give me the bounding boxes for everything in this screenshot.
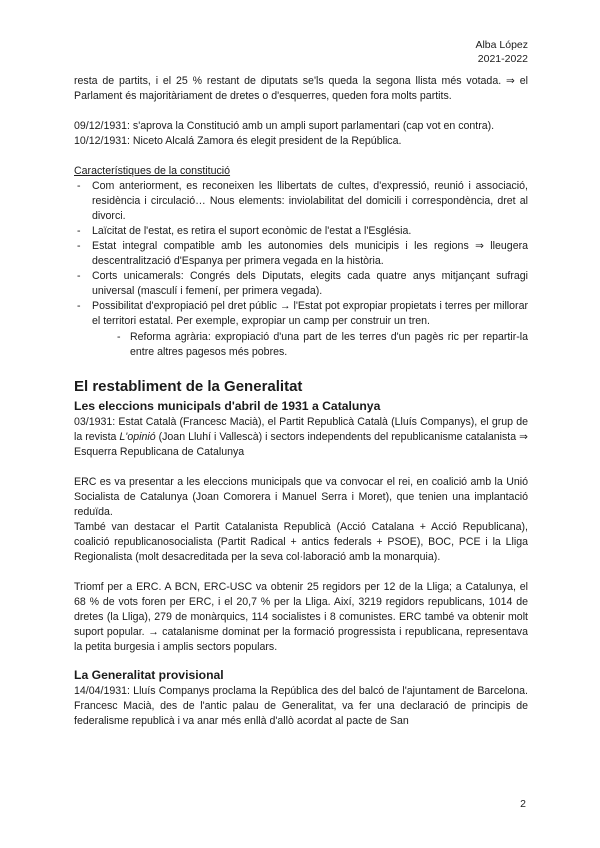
paragraph: resta de partits, i el 25 % restant de diputats se'ls queda la segona llista més votada. ⇒ el Parlament és majoritàriament de dretes o d'esquerres, queden fora molts partits.	[74, 75, 528, 102]
paragraph-text: (Joan Lluhí i Vallescà) i sectors independents del republicanisme catalanista ⇒ Esquerra Republicana de Catalunya	[74, 431, 528, 458]
paragraph: 14/04/1931: Lluís Companys proclama la República des del balcó de l'ajuntament de Barcelona. Francesc Macià, des de l'antic palau de Generalitat, va fer una declaració de principis de federalisme republicà i va anar més enllà d'allò acordat al pacte de San	[74, 685, 528, 727]
list-item: - Estat integral compatible amb les autonomies dels municipis i les regions ⇒ lleugera descentralització d'Espanya per primera vegada en la història.	[74, 239, 528, 269]
academic-year: 2021-2022	[477, 53, 528, 65]
page-content	[74, 74, 528, 729]
constitution-heading: Característiques de la constitució	[74, 165, 231, 177]
author-name: Alba López	[475, 39, 528, 51]
magazine-title: L'opinió	[119, 431, 156, 443]
list-item: - Laïcitat de l'estat, es retira el suport econòmic de l'estat a l'Església.	[74, 224, 528, 239]
paragraph: 09/12/1931: s'aprova la Constitució amb un ampli suport parlamentari (cap vot en contra).	[74, 120, 495, 132]
list-item	[74, 299, 528, 360]
list-item: - Corts unicamerals: Congrés dels Diputats, elegits cada quatre anys mitjançant sufragi universal (masculí i femení, per primera vegada).	[74, 269, 528, 299]
section-title: El restabliment de la Generalitat	[74, 378, 303, 395]
paragraph: 10/12/1931: Niceto Alcalá Zamora és elegit president de la República.	[74, 135, 402, 147]
subsection-title: Les eleccions municipals d'abril de 1931 a Catalunya	[74, 399, 381, 413]
paragraph: Triomf per a ERC. A BCN, ERC-USC va obtenir 25 regidors per 12 de la Lliga; a Catalunya, el 68 % de vots foren per ERC, i el 20,7 % per la Lliga. Així, 3219 regidors republicans, 1014 de dretes (la Lliga), 279 de monàrquics, 114 socialistes i 8 comunistes. ERC també va obtenir molt suport popular. → catalanisme dominat per la formació progressista i republicana, representava la petita burgesia i amplis sectors populars.	[74, 581, 528, 653]
page-number: 2	[520, 798, 526, 810]
paragraph: També van destacar el Partit Catalanista Republicà (Acció Catalana + Acció Republicana), coalició republicanosocialista (Partit Radical + antics federals + PSOE), BOC, PCE i la Lliga Regionalista (molt desacreditada per la seva col·laboració amb la monarquia).	[74, 521, 528, 563]
sub-list	[92, 330, 528, 360]
list-item: - Com anteriorment, es reconeixen les llibertats de cultes, d'expressió, reunió i associació, residència i circulació… Nous elements: inviolabilitat del domicili i correspondència, dret al divorci.	[74, 179, 528, 224]
paragraph-text: 03/1931: Estat Català (Francesc Macià), el Partit Republicà Català (Lluís Companys), el grup de la revista	[74, 416, 528, 443]
constitution-list	[74, 179, 528, 360]
sub-list-item: - Reforma agrària: expropiació d'una part de les terres d'un pagès ric per repartir-la entre altres pagesos més pobres.	[114, 330, 528, 360]
list-item-text: Possibilitat d'expropiació pel dret públic → l'Estat pot expropiar propietats i terres per millorar el territori estatal. Per exemple, expropiar un camp per construir un tren.	[92, 300, 528, 327]
subsection-title: La Generalitat provisional	[74, 668, 224, 682]
paragraph: ERC es va presentar a les eleccions municipals que va convocar el rei, en coalició amb la Unió Socialista de Catalunya (Joan Comorera i Manuel Serra i Moret), que tenien una implantació reduïda.	[74, 476, 528, 518]
page-header	[475, 38, 528, 66]
paragraph	[74, 415, 528, 460]
